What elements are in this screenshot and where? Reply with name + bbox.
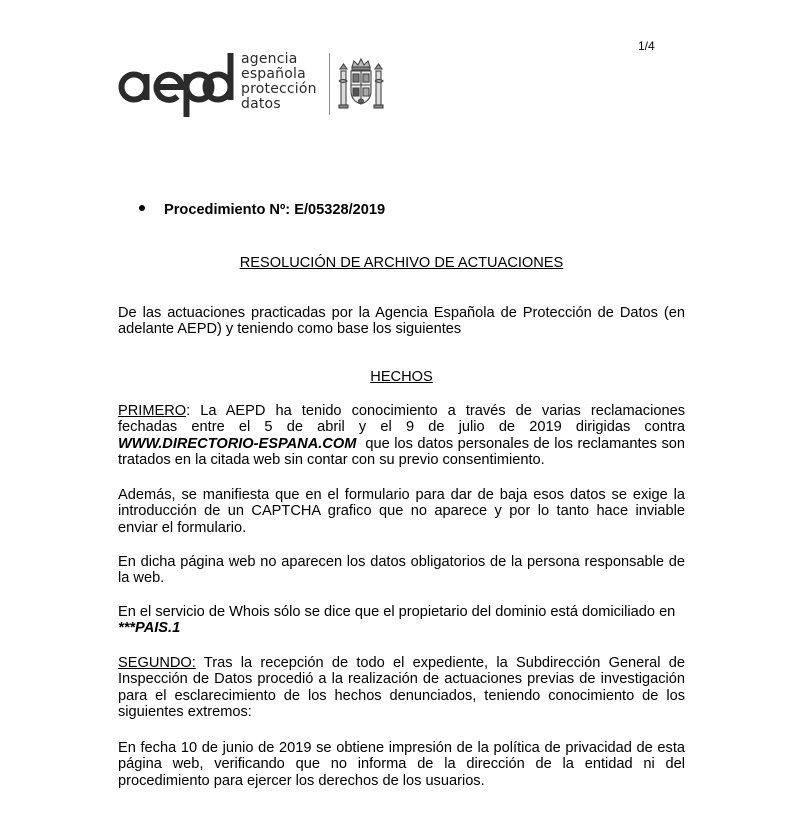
- country-placeholder: ***PAIS.1: [118, 620, 181, 637]
- segundo-paragraph: SEGUNDO: Tras la recepción de todo el expediente, la Subdirección General de Inspección de Datos procedió a la realización de actuaciones previas de investigación para el esclarecimiento de los hechos denunciados, teniendo conocimiento de los siguientes extremos:: [118, 655, 685, 721]
- procedure-number: [139, 202, 385, 218]
- procedure-label: Procedimiento Nº: E/05328/2019: [164, 202, 386, 218]
- spanish-coat-of-arms-icon: [338, 57, 384, 113]
- dicha-paragraph: En dicha página web no aparecen los datos obligatorios de la persona responsable de la web.: [118, 554, 685, 587]
- ademas-paragraph: Además, se manifiesta que en el formulario para dar de baja esos datos se exige la introducción de un CAPTCHA grafico que no aparece y por lo tanto hace inviable enviar el formulario.: [118, 487, 685, 536]
- bullet-icon: [139, 205, 145, 211]
- intro-paragraph: De las actuaciones practicadas por la Agencia Española de Protección de Datos (en adelante AEPD) y teniendo como base los siguientes: [118, 305, 685, 338]
- fecha-paragraph: En fecha 10 de junio de 2019 se obtiene impresión de la política de privacidad de esta página web, verificando que no informa de la dirección de la entidad ni del procedimiento para ejercer los derechos de los usuarios.: [118, 740, 685, 789]
- segundo-label: SEGUNDO:: [118, 655, 196, 671]
- page-number: 1/4: [638, 39, 655, 53]
- document-title: RESOLUCIÓN DE ARCHIVO DE ACTUACIONES: [239, 255, 564, 271]
- hechos-heading: HECHOS: [370, 369, 433, 385]
- aepd-logo-text: agencia española protección datos: [241, 51, 317, 112]
- whois-paragraph: En el servicio de Whois sólo se dice que el propietario del dominio está domiciliado en ***PAIS.1: [118, 604, 676, 637]
- website-name: WWW.DIRECTORIO-ESPANA.COM: [118, 435, 357, 452]
- aepd-logo-mark: [117, 51, 235, 117]
- aepd-logo: [117, 51, 397, 117]
- primero-paragraph: PRIMERO: La AEPD ha tenido conocimiento a través de varias reclamaciones fechadas entre el 5 de abril y el 9 de julio de 2019 dirigidas contra WWW.DIRECTORIO-ESPANA.COM que los datos personales de los reclamantes son tratados en la citada web sin contar con su previo consentimiento.: [118, 403, 685, 469]
- primero-label: PRIMERO: [118, 403, 187, 419]
- logo-divider: [329, 53, 330, 115]
